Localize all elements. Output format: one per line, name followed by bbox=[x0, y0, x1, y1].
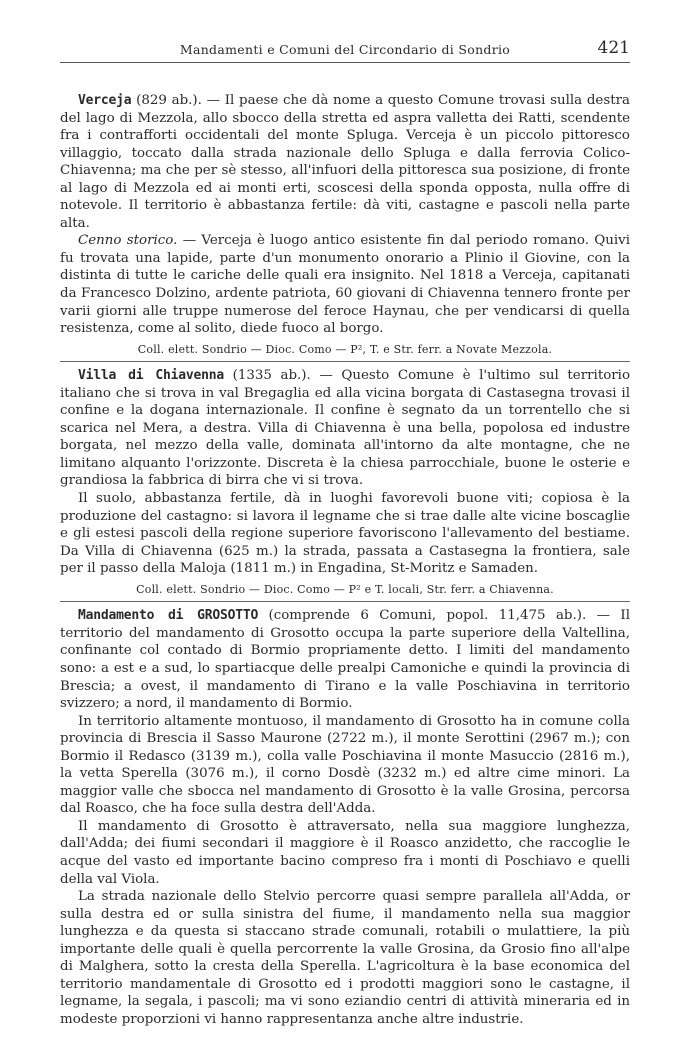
grosotto-paragraph-3: Il mandamento di Grosotto è attraversato, nella sua maggiore lunghezza, dall'Adda; dei fiumi secondari il maggiore è il Roasco anzidetto, che raccoglie le acque del vasto ed importante bacino compreso fra i monti di Poschiavo e quelli della val Viola. bbox=[60, 818, 630, 887]
divider bbox=[60, 361, 630, 362]
villa-caption: Coll. elett. Sondrio — Dioc. Como — P² e T. locali, Str. ferr. a Chiavenna. bbox=[136, 582, 554, 596]
article-body bbox=[60, 92, 630, 1028]
running-header bbox=[60, 38, 630, 63]
verceja-history-label: Cenno storico. bbox=[78, 233, 178, 249]
verceja-caption: Coll. elett. Sondrio — Dioc. Como — P², T. e Str. ferr. a Novate Mezzola. bbox=[137, 342, 553, 356]
verceja-paragraph bbox=[60, 92, 630, 232]
villa-heading: Villa di Chiavenna bbox=[78, 368, 224, 384]
divider bbox=[60, 601, 630, 602]
villa-paragraph-2: Il suolo, abbastanza fertile, dà in luoghi favorevoli buone viti; copiosa è la produzione del castagno: si lavora il legname che si trae dalle alte vicine boscaglie e gli estesi pascoli della regione superiore favoriscono l'allevamento del bestiame. Da Villa di Chiavenna (625 m.) la strada, passata a Castasegna la frontiera, sale per il passo della Maloja (1811 m.) in Engadina, St-Moritz e Samaden. bbox=[60, 491, 630, 577]
header-title: Mandamenti e Comuni del Circondario di Sondrio bbox=[179, 42, 511, 57]
verceja-intro: (829 ab.). — Il paese che dà nome a questo Comune trovasi sulla destra del lago di Mezzola, allo sbocco della stretta ed aspra valletta dei Ratti, scendente fra i contrafforti occidentali del monte Spluga. Verceja è un piccolo pittoresco villaggio, toccato dalla strada nazionale dello Spluga e dalla ferrovia Colico-Chiavenna; ma che per sè stesso, all'infuori della pittoresca sua posizione, di fronte al lago di Mezzola ed ai monti erti, scoscesi della sponda opposta, nulla offre di notevole. Il territorio è abbastanza fertile: dà viti, castagne e pascoli nella parte alta. bbox=[60, 93, 630, 231]
grosotto-paragraph bbox=[60, 607, 630, 712]
grosotto-heading-prefix: Mandamento di bbox=[78, 608, 198, 624]
verceja-history-paragraph bbox=[60, 232, 630, 337]
grosotto-intro: (comprende 6 Comuni, popol. 11,475 ab.). — Il territorio del mandamento di Grosotto occupa la parte superiore della Valtellina, confinante col contado di Bormio propriamente detto. I limiti del mandamento sono: a est e a sud, lo spartiacque delle prealpi Camoniche e quindi la provincia di Brescia; a ovest, il mandamento di Tirano e la valle Poschiavina in territorio svizzero; a nord, il mandamento di Bormio. bbox=[60, 608, 630, 712]
villa-intro: (1335 ab.). — Questo Comune è l'ultimo sul territorio italiano che si trova in val Bregaglia ed alla vicina borgata di Castasegna trovasi il confine e la dogana internazionale. Il confine è segnato da un torrentello che si scarica nel Mera, a destra. Villa di Chiavenna è una bella, popolosa ed industre borgata, nel mezzo della valle, dominata all'intorno da alte montagne, che ne limitano alquanto l'orizzonte. Discreta è la chiesa parrocchiale, buone le osterie e grandiosa la fabbrica di birra che vi si trova. bbox=[60, 368, 631, 489]
grosotto-heading: GROSOTTO bbox=[197, 608, 259, 624]
grosotto-paragraph-4: La strada nazionale dello Stelvio percorre quasi sempre parallela all'Adda, or sulla destra ed or sulla sinistra del fiume, il mandamento nella sua maggior lunghezza e da questa si staccano strade comunali, rotabili o mulattiere, la più importante delle quali è quella percorrente la valle Grosina, da Grosio fino all'alpe di Malghera, sotto la cresta della Sperella. L'agricoltura è la base economica del territorio mandamentale di Grosotto ed i prodotti maggiori sono le castagne, il legname, la segala, i pascoli; ma vi sono eziandio centri di attività mineraria ed in modeste proporzioni vi hanno rappresentanza anche altre industrie. bbox=[60, 889, 630, 1027]
page-number: 421 bbox=[597, 38, 630, 58]
verceja-history-text: — Verceja è luogo antico esistente fin dal periodo romano. Quivi fu trovata una lapide, parte d'un monumento onorario a Plinio il Giovine, con la distinta di tutte le cariche delle quali era insignito. Nel 1818 a Verceja, capitanati da Francesco Dolzino, ardente patriota, 60 giovani di Chiavenna tennero fronte per varii giorni alle truppe numerose del feroce Haynau, che per vendicarsi di quella resistenza, come al solito, diede fuoco al borgo. bbox=[60, 233, 630, 337]
verceja-heading: Verceja bbox=[78, 93, 132, 108]
grosotto-paragraph-2: In territorio altamente montuoso, il mandamento di Grosotto ha in comune colla provincia di Brescia il Sasso Maurone (2722 m.), il monte Serottini (2967 m.); con Bormio il Redasco (3139 m.), colla valle Poschiavina il monte Masuccio (2816 m.), la vetta Sperella (3076 m.), il corno Dosdè (3232 m.) ed altre cime minori. La maggior valle che sbocca nel mandamento di Grosotto è la valle Grosina, percorsa dal Roasco, che ha foce sulla destra dell'Adda. bbox=[60, 713, 630, 817]
villa-paragraph bbox=[60, 367, 630, 490]
